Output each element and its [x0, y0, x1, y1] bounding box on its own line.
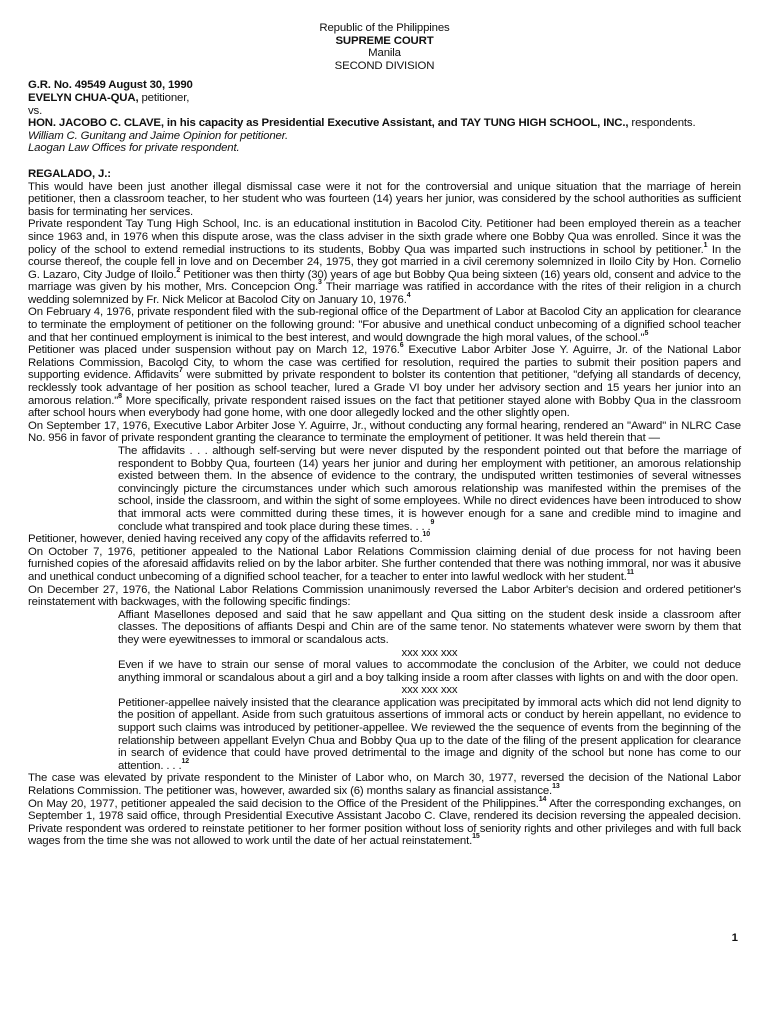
- counsel-respondent: Laogan Law Offices for private respondent.: [28, 142, 240, 155]
- case-number: G.R. No. 49549 August 30, 1990: [28, 79, 193, 92]
- document-body: [28, 22, 741, 848]
- page-number: 1: [731, 932, 738, 944]
- paragraph: Private respondent Tay Tung High School, Inc. is an educational institution in Bacolod City. Petitioner had been employed therein as a teacher since 1963 and, in 1976 when this dispute arose, was the class adviser in the sixth grade where one Bobby Qua was enrolled. Since it was the policy of the school to extend remedial instructions to its students, Bobby Qua was imparted such instructions in school by petitioner.$^1$ In the course thereof, the couple fell in love and on December 24, 1975, they got married in a civil ceremony solemnized in Iloilo City by Hon. Cornelio G. Lazaro, City Judge of Iloilo.$^2$ Petitioner was then thirty (30) years of age but Bobby Qua being sixteen (16) years old, consent and advice to the marriage was given by his mother, Mrs. Concepcion Ong.$^3$ Their marriage was ratified in accordance with the rites of their religion in a church wedding solemnized by Fr. Nick Melicor at Bacolod City on January 10, 1976.$^4$: [28, 218, 741, 306]
- court-name: SUPREME COURT: [335, 34, 434, 47]
- republic-line: Republic of the Philippines: [319, 22, 450, 34]
- block-quote: Affiant Masellones deposed and said that he saw appellant and Qua sitting on the student desk inside a classroom after classes. The depositions of affiants Despi and Chin are of the same tenor. No statements whatever were sworn by them that they were eyewitnesses to immoral or scandalous acts.: [118, 608, 741, 646]
- omission-marker: xxx xxx xxx: [401, 684, 458, 697]
- division-name: SECOND DIVISION: [334, 59, 435, 72]
- footnote-ref[interactable]: 13: [552, 783, 560, 791]
- omission-marker: xxx xxx xxx: [401, 646, 458, 659]
- paragraph: On February 4, 1976, private respondent filed with the sub-regional office of the Department of Labor at Bacolod City an application for clearance to terminate the employment of petitioner on the following ground: "For abusive and unethical conduct unbecoming of a dignified school teacher and that her continued employment is inimical to the best interest, and would downgrade the high moral values, of the school."$^5$: [28, 306, 741, 344]
- footnote-ref[interactable]: 14: [538, 795, 547, 803]
- paragraph: On September 17, 1976, Executive Labor Arbiter Jose Y. Aguirre, Jr., without conducting any formal hearing, rendered an "Award" in NLRC Case No. 956 in favor of private respondent granting the clearance to terminate the employment of petitioner. It was held therein that —: [28, 419, 741, 445]
- footnote-ref[interactable]: 12: [181, 757, 189, 765]
- footnote-ref[interactable]: 3: [318, 279, 322, 287]
- footnote-ref[interactable]: 9: [430, 518, 435, 526]
- counsel-petitioner: William C. Gunitang and Jaime Opinion for petitioner.: [28, 129, 288, 142]
- paragraph: The case was elevated by private respondent to the Minister of Labor who, on March 30, 1977, reversed the decision of the National Labor Relations Commission. The petitioner was, however, awarded six (6) months salary as financial assistance.$^{13}$: [28, 772, 741, 798]
- court-location: Manila: [368, 47, 401, 60]
- paragraph: On December 27, 1976, the National Labor Relations Commission unanimously reversed the Labor Arbiter's decision and ordered petitioner's reinstatement with backwages, with the following specific findings:: [28, 583, 741, 609]
- footnote-ref[interactable]: 7: [178, 367, 183, 375]
- footnote-ref[interactable]: 6: [399, 342, 404, 350]
- footnote-ref[interactable]: 2: [176, 266, 181, 274]
- footnote-ref[interactable]: 1: [703, 241, 708, 249]
- respondents-names: HON. JACOBO C. CLAVE, in his capacity as Presidential Executive Assistant, and TAY TUNG HIGH SCHOOL, INC.,: [28, 117, 629, 130]
- block-quote: The affidavits . . . although self-serving but were never disputed by the respondent pointed out that before the marriage of respondent to Bobby Qua, fourteen (14) years her junior and during her employment with petitioner, an amorous relationship existed between them. In the absence of evidence to the contrary, the undisputed written testimonies of several witnesses convincingly picture the circumstances under which such amorous relationship was manifested within the premises of the school, inside the classroom, and within the sight of some employees. While no direct evidences have been introduced to show that immoral acts were committed during these times, it is however enough for a sane and credible mind to imagine and conclude what transpired and took place during these times. . . .$^9$: [118, 445, 741, 533]
- footnote-ref[interactable]: 8: [118, 392, 122, 400]
- block-quote: Even if we have to strain our sense of moral values to accommodate the conclusion of the Arbiter, we could not deduce anything immoral or scandalous about a girl and a boy talking inside a room after classes with lights on and with the door open.: [118, 659, 741, 684]
- paragraph: On October 7, 1976, petitioner appealed to the National Labor Relations Commission claiming denial of due process for not having been furnished copies of the aforesaid affidavits relied on by the labor arbiter. She further contended that there was nothing immoral, nor was it abusive and unethical conduct unbecoming of a dignified school teacher, for a teacher to enter into lawful wedlock with her student.$^{11}$: [28, 545, 741, 583]
- footnote-ref[interactable]: 10: [422, 531, 430, 539]
- block-quote: Petitioner-appellee naively insisted that the clearance application was precipitated by immoral acts which did not lend dignity to the position of appellant. Aside from such gratuitous assertions of immoral acts or conduct by herein appellant, no evidence to support such claims was introduced by petitioner-appellee. We reviewed the the sequence of events from the beginning of the relationship between appellant Evelyn Chua and Bobby Qua up to the date of the filing of the present application for clearance in search of evidence that could have proved detrimental to the image and dignity of the school but none has come to our attention. . . .$^{12}$: [118, 696, 741, 772]
- versus: vs.: [28, 104, 43, 117]
- footnote-ref[interactable]: 15: [472, 833, 480, 841]
- paragraph: Petitioner was placed under suspension without pay on March 12, 1976.$^6$ Executive Labor Arbiter Jose Y. Aguirre, Jr. of the National Labor Relations Commission, Bacolod City, to whom the case was certified for resolution, required the parties to submit their position papers and supporting evidence. Affidavits$^7$ were submitted by private respondent to bolster its contention that petitioner, "defying all standards of decency, recklessly took advantage of her position as school teacher, lured a Grade VI boy under her advisory section and 15 years her junior into an amorous relation."$^8$ More specifically, private respondent raised issues on the fact that petitioner stayed alone with Bobby Qua in the classroom after school hours when everybody had gone home, with one door allegedly locked and the other slightly open.: [28, 342, 742, 420]
- footnote-ref[interactable]: 5: [644, 329, 649, 337]
- footnote-ref[interactable]: 11: [626, 568, 634, 576]
- court-header: [28, 22, 741, 72]
- respondents-line: [28, 117, 741, 130]
- petitioner-role: petitioner,: [138, 91, 190, 104]
- respondents-role: respondents.: [628, 117, 696, 130]
- paragraph: On May 20, 1977, petitioner appealed the said decision to the Office of the President of the Philippines.$^{14}$ After the corresponding exchanges, on September 1, 1978 said office, through Presidential Executive Assistant Jacobo C. Clave, rendered its decision reversing the appealed decision. Private respondent was ordered to reinstate petitioner to her former position without loss of seniority rights and other privileges and with full back wages from the time she was not allowed to work until the date of her actual reinstatement.$^{15}$: [28, 795, 741, 848]
- paragraph: This would have been just another illegal dismissal case were it not for the controversial and unique situation that the marriage of herein petitioner, then a classroom teacher, to her student who was fourteen (14) years her junior, was considered by the school authorities as sufficient basis for terminating her services.: [28, 180, 741, 218]
- ponente: REGALADO, J.:: [28, 167, 111, 180]
- paragraph: Petitioner, however, denied having received any copy of the affidavits referred to.$^{10}$: [28, 531, 430, 546]
- petitioner-line: [28, 92, 741, 105]
- footnote-ref[interactable]: 4: [406, 291, 411, 299]
- petitioner-name: EVELYN CHUA-QUA,: [28, 91, 139, 104]
